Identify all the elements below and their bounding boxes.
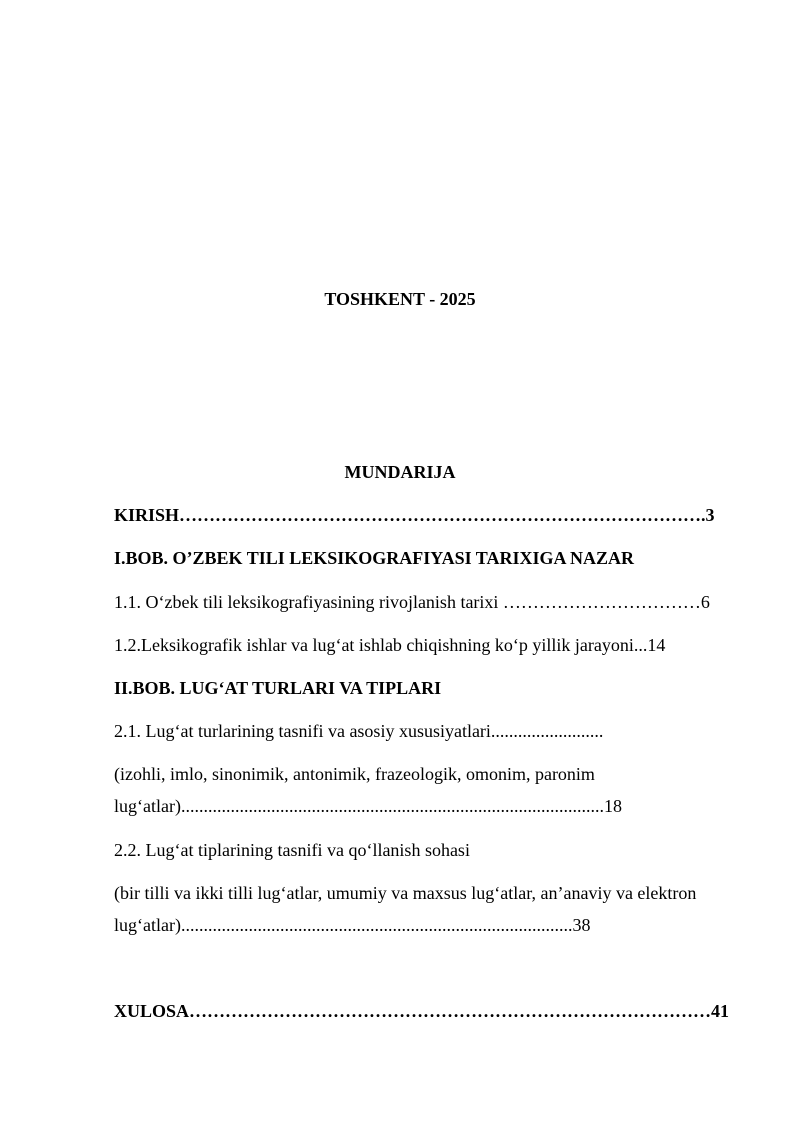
toc-entry-1-2: 1.2.Leksikografik ishlar va lug‘at ishlab chiqishning ko‘p yillik jarayoni...14 (114, 635, 666, 655)
toc-entry-2-1-subtitle-continued: lug‘atlar)..............................................................................................18 (114, 796, 622, 816)
toc-entry-conclusion: XULOSA……………………………………………………………………………41 (114, 1001, 730, 1021)
toc-entry-2-2: 2.2. Lug‘at tiplarining tasnifi va qo‘llanish sohasi (114, 840, 470, 860)
toc-chapter-1-title: I.BOB. O’ZBEK TILI LEKSIKOGRAFIYASI TARIXIGA NAZAR (114, 548, 634, 568)
city-year-caption: TOSHKENT - 2025 (324, 289, 476, 309)
toc-entry-1-1: 1.1. O‘zbek tili leksikografiyasining rivojlanish tarixi ……………………………6 (114, 592, 710, 612)
toc-entry-2-2-subtitle-continued: lug‘atlar).......................................................................................38 (114, 915, 591, 935)
toc-entry-2-2-subtitle: (bir tilli va ikki tilli lug‘atlar, umumiy va maxsus lug‘atlar, an’anaviy va elektron (114, 883, 697, 903)
toc-entry-2-1: 2.1. Lug‘at turlarining tasnifi va asosiy xususiyatlari......................... (114, 721, 604, 741)
toc-entry-intro: KIRISH…………………………………………………………………………….3 (114, 505, 715, 525)
toc-entry-2-1-subtitle: (izohli, imlo, sinonimik, antonimik, frazeologik, omonim, paronim (114, 764, 595, 784)
toc-chapter-2-title: II.BOB. LUG‘AT TURLARI VA TIPLARI (114, 678, 442, 698)
toc-heading: MUNDARIJA (344, 462, 456, 482)
